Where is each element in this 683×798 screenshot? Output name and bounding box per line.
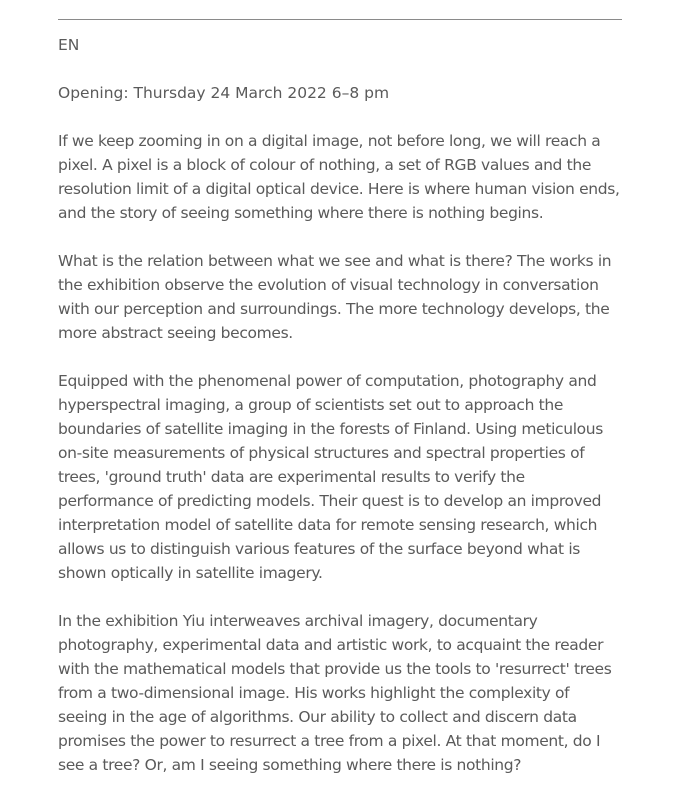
language-label: EN bbox=[58, 36, 80, 54]
opening-date: Opening: Thursday 24 March 2022 6–8 pm bbox=[58, 84, 390, 102]
paragraph: What is the relation between what we see and what is there? The works in the exhibition observe the evolution of visual technology in conversation with our perception and surroundings. The more technology develops, the more abstract seeing becomes. bbox=[58, 252, 612, 342]
paragraph: In the exhibition Yiu interweaves archival imagery, documentary photography, experimental data and artistic work, to acquaint the reader with the mathematical models that provide us the tools to 'resurrect' trees from a two-dimensional image. His works highlight the complexity of seeing in the age of algorithms. Our ability to collect and discern data promises the power to resurrect a tree from a pixel. At that moment, do I see a tree? Or, am I seeing something where there is nothing? bbox=[58, 612, 612, 774]
paragraph: If we keep zooming in on a digital image, not before long, we will reach a pixel. A pixel is a block of colour of nothing, a set of RGB values and the resolution limit of a digital optical device. Here is where human vision ends, and the story of seeing something where there is nothing begins. bbox=[58, 132, 620, 222]
article-body bbox=[58, 0, 622, 777]
paragraph: Equipped with the phenomenal power of computation, photography and hyperspectral imaging, a group of scientists set out to approach the boundaries of satellite imaging in the forests of Finland. Using meticulous on-site measurements of physical structures and spectral properties of trees, 'ground truth' data are experimental results to verify the performance of predicting models. Their quest is to develop an improved interpretation model of satellite data for remote sensing research, which allows us to distinguish various features of the surface beyond what is shown optically in satellite imagery. bbox=[58, 372, 603, 582]
top-divider bbox=[58, 19, 622, 20]
